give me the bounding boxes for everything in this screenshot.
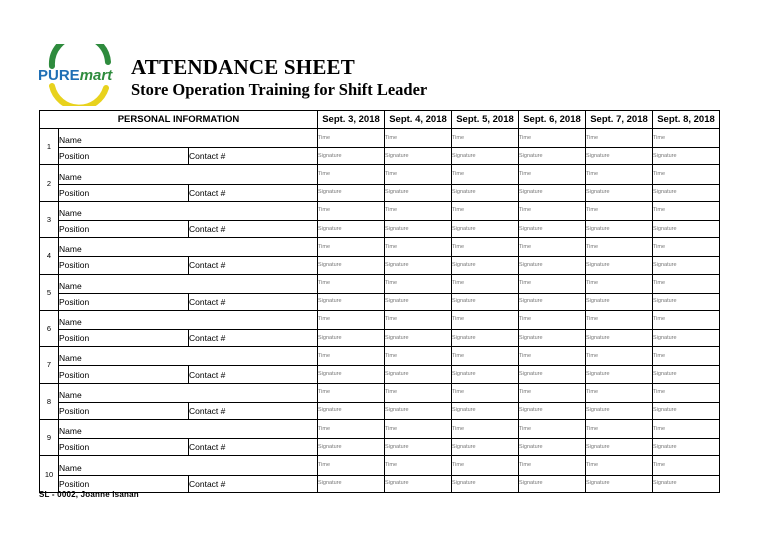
puremart-logo [36,44,122,106]
signature-cell[interactable]: Signature [452,257,519,274]
signature-cell[interactable]: Signature [653,293,720,310]
entry-number: 5 [40,274,59,310]
contact-field[interactable]: Contact # [189,220,318,237]
signature-cell[interactable]: Signature [653,475,720,492]
time-cell[interactable]: Time [519,165,586,184]
time-cell[interactable]: Time [452,165,519,184]
contact-field[interactable]: Contact # [189,184,318,201]
table-header-row [40,111,720,129]
time-cell[interactable]: Time [586,201,653,220]
time-cell[interactable]: Time [586,347,653,366]
time-cell[interactable]: Time [519,383,586,402]
time-cell[interactable]: Time [519,347,586,366]
entry-name-row [40,456,720,475]
time-cell[interactable]: Time [653,310,720,329]
time-cell[interactable]: Time [586,310,653,329]
signature-cell[interactable]: Signature [586,148,653,165]
entry-position-row [40,148,720,165]
time-cell[interactable]: Time [452,383,519,402]
signature-cell[interactable]: Signature [452,402,519,419]
signature-cell[interactable]: Signature [586,402,653,419]
signature-cell[interactable]: Signature [519,366,586,383]
time-cell[interactable]: Time [653,165,720,184]
date-header: Sept. 6, 2018 [519,111,586,129]
time-cell[interactable]: Time [385,274,452,293]
time-cell[interactable]: Time [653,129,720,148]
time-cell[interactable]: Time [653,274,720,293]
time-cell[interactable]: Time [318,274,385,293]
signature-cell[interactable]: Signature [452,148,519,165]
signature-cell[interactable]: Signature [318,220,385,237]
signature-cell[interactable]: Signature [318,366,385,383]
entry-number: 6 [40,310,59,346]
signature-cell[interactable]: Signature [586,184,653,201]
contact-field[interactable]: Contact # [189,439,318,456]
signature-cell[interactable]: Signature [653,402,720,419]
contact-field[interactable]: Contact # [189,330,318,347]
signature-cell[interactable]: Signature [653,257,720,274]
entry-name-row [40,420,720,439]
entry-name-row [40,165,720,184]
time-cell[interactable]: Time [653,383,720,402]
signature-cell[interactable]: Signature [318,439,385,456]
date-header: Sept. 8, 2018 [653,111,720,129]
time-cell[interactable]: Time [586,274,653,293]
name-field[interactable]: Name [59,129,318,148]
position-field[interactable]: Position [59,148,189,165]
time-cell[interactable]: Time [385,420,452,439]
entry-number: 7 [40,347,59,383]
position-field[interactable]: Position [59,439,189,456]
time-cell[interactable]: Time [452,129,519,148]
signature-cell[interactable]: Signature [519,184,586,201]
signature-cell[interactable]: Signature [519,402,586,419]
entry-number: 8 [40,383,59,419]
time-cell[interactable]: Time [653,420,720,439]
name-field[interactable]: Name [59,456,318,475]
time-cell[interactable]: Time [452,238,519,257]
time-cell[interactable]: Time [519,238,586,257]
time-cell[interactable]: Time [318,238,385,257]
time-cell[interactable]: Time [318,347,385,366]
position-field[interactable]: Position [59,293,189,310]
position-field[interactable]: Position [59,475,189,492]
time-cell[interactable]: Time [519,129,586,148]
time-cell[interactable]: Time [653,456,720,475]
date-header: Sept. 7, 2018 [586,111,653,129]
entry-name-row [40,310,720,329]
signature-cell[interactable]: Signature [318,330,385,347]
contact-field[interactable]: Contact # [189,475,318,492]
time-cell[interactable]: Time [452,274,519,293]
signature-cell[interactable]: Signature [452,184,519,201]
time-cell[interactable]: Time [653,201,720,220]
time-cell[interactable]: Time [385,347,452,366]
time-cell[interactable]: Time [586,129,653,148]
entry-position-row [40,257,720,274]
signature-cell[interactable]: Signature [318,475,385,492]
name-field[interactable]: Name [59,238,318,257]
signature-cell[interactable]: Signature [452,293,519,310]
signature-cell[interactable]: Signature [452,475,519,492]
signature-cell[interactable]: Signature [385,184,452,201]
time-cell[interactable]: Time [318,129,385,148]
footer-code: SL - 0002, Joanne Isanan [39,490,139,499]
entry-position-row [40,475,720,492]
time-cell[interactable]: Time [318,383,385,402]
name-field[interactable]: Name [59,420,318,439]
date-header: Sept. 3, 2018 [318,111,385,129]
time-cell[interactable]: Time [385,238,452,257]
signature-cell[interactable]: Signature [586,220,653,237]
time-cell[interactable]: Time [318,165,385,184]
time-cell[interactable]: Time [586,456,653,475]
position-field[interactable]: Position [59,184,189,201]
time-cell[interactable]: Time [385,383,452,402]
contact-field[interactable]: Contact # [189,402,318,419]
signature-cell[interactable]: Signature [385,293,452,310]
time-cell[interactable]: Time [318,310,385,329]
signature-cell[interactable]: Signature [586,366,653,383]
signature-cell[interactable]: Signature [318,257,385,274]
personal-info-header: PERSONAL INFORMATION [40,111,318,129]
signature-cell[interactable]: Signature [385,402,452,419]
contact-field[interactable]: Contact # [189,257,318,274]
position-field[interactable]: Position [59,402,189,419]
signature-cell[interactable]: Signature [519,148,586,165]
entry-number: 10 [40,456,59,492]
signature-cell[interactable]: Signature [653,184,720,201]
time-cell[interactable]: Time [385,201,452,220]
signature-cell[interactable]: Signature [653,366,720,383]
signature-cell[interactable]: Signature [586,439,653,456]
signature-cell[interactable]: Signature [519,439,586,456]
signature-cell[interactable]: Signature [318,184,385,201]
signature-cell[interactable]: Signature [318,148,385,165]
entry-position-row [40,220,720,237]
time-cell[interactable]: Time [452,456,519,475]
signature-cell[interactable]: Signature [452,439,519,456]
signature-cell[interactable]: Signature [385,475,452,492]
signature-cell[interactable]: Signature [586,293,653,310]
signature-cell[interactable]: Signature [653,220,720,237]
signature-cell[interactable]: Signature [653,439,720,456]
signature-cell[interactable]: Signature [385,220,452,237]
time-cell[interactable]: Time [318,456,385,475]
entry-name-row [40,274,720,293]
entry-position-row [40,330,720,347]
entry-number: 2 [40,165,59,201]
signature-cell[interactable]: Signature [452,366,519,383]
signature-cell[interactable]: Signature [519,257,586,274]
time-cell[interactable]: Time [452,310,519,329]
entry-number: 1 [40,129,59,165]
entry-position-row [40,366,720,383]
time-cell[interactable]: Time [586,238,653,257]
entry-position-row [40,402,720,419]
name-field[interactable]: Name [59,165,318,184]
signature-cell[interactable]: Signature [385,148,452,165]
entry-number: 3 [40,201,59,237]
time-cell[interactable]: Time [519,274,586,293]
signature-cell[interactable]: Signature [519,293,586,310]
svg-text:PUREmart [38,67,113,84]
name-field[interactable]: Name [59,274,318,293]
attendance-table [39,110,720,493]
time-cell[interactable]: Time [653,238,720,257]
contact-field[interactable]: Contact # [189,366,318,383]
signature-cell[interactable]: Signature [385,330,452,347]
signature-cell[interactable]: Signature [385,257,452,274]
name-field[interactable]: Name [59,201,318,220]
logo-ring-green [52,44,108,66]
entry-name-row [40,347,720,366]
time-cell[interactable]: Time [519,456,586,475]
contact-field[interactable]: Contact # [189,293,318,310]
signature-cell[interactable]: Signature [586,475,653,492]
time-cell[interactable]: Time [318,201,385,220]
signature-cell[interactable]: Signature [519,220,586,237]
signature-cell[interactable]: Signature [586,330,653,347]
logo-text-pure: PURE [38,67,80,84]
entry-position-row [40,439,720,456]
signature-cell[interactable]: Signature [586,257,653,274]
time-cell[interactable]: Time [519,201,586,220]
position-field[interactable]: Position [59,257,189,274]
date-header: Sept. 4, 2018 [385,111,452,129]
name-field[interactable]: Name [59,347,318,366]
time-cell[interactable]: Time [586,383,653,402]
signature-cell[interactable]: Signature [318,402,385,419]
time-cell[interactable]: Time [519,420,586,439]
entry-position-row [40,184,720,201]
entry-name-row [40,201,720,220]
time-cell[interactable]: Time [653,347,720,366]
signature-cell[interactable]: Signature [519,330,586,347]
entry-name-row [40,238,720,257]
signature-cell[interactable]: Signature [385,439,452,456]
page-title: ATTENDANCE SHEET [131,55,355,79]
entry-number: 4 [40,238,59,274]
signature-cell[interactable]: Signature [318,293,385,310]
page-subtitle: Store Operation Training for Shift Leader [131,80,428,99]
time-cell[interactable]: Time [519,310,586,329]
logo-ring-yellow [52,86,106,106]
name-field[interactable]: Name [59,383,318,402]
signature-cell[interactable]: Signature [519,475,586,492]
time-cell[interactable]: Time [385,456,452,475]
signature-cell[interactable]: Signature [452,330,519,347]
signature-cell[interactable]: Signature [653,148,720,165]
position-field[interactable]: Position [59,220,189,237]
time-cell[interactable]: Time [586,420,653,439]
entry-name-row [40,129,720,148]
time-cell[interactable]: Time [385,165,452,184]
signature-cell[interactable]: Signature [653,330,720,347]
entry-number: 9 [40,420,59,456]
signature-cell[interactable]: Signature [385,366,452,383]
time-cell[interactable]: Time [586,165,653,184]
time-cell[interactable]: Time [452,420,519,439]
time-cell[interactable]: Time [385,310,452,329]
name-field[interactable]: Name [59,310,318,329]
signature-cell[interactable]: Signature [452,220,519,237]
contact-field[interactable]: Contact # [189,148,318,165]
entry-name-row [40,383,720,402]
position-field[interactable]: Position [59,330,189,347]
position-field[interactable]: Position [59,366,189,383]
date-header: Sept. 5, 2018 [452,111,519,129]
entry-position-row [40,293,720,310]
time-cell[interactable]: Time [452,201,519,220]
time-cell[interactable]: Time [318,420,385,439]
time-cell[interactable]: Time [385,129,452,148]
logo-text-mart: mart [79,67,113,84]
time-cell[interactable]: Time [452,347,519,366]
